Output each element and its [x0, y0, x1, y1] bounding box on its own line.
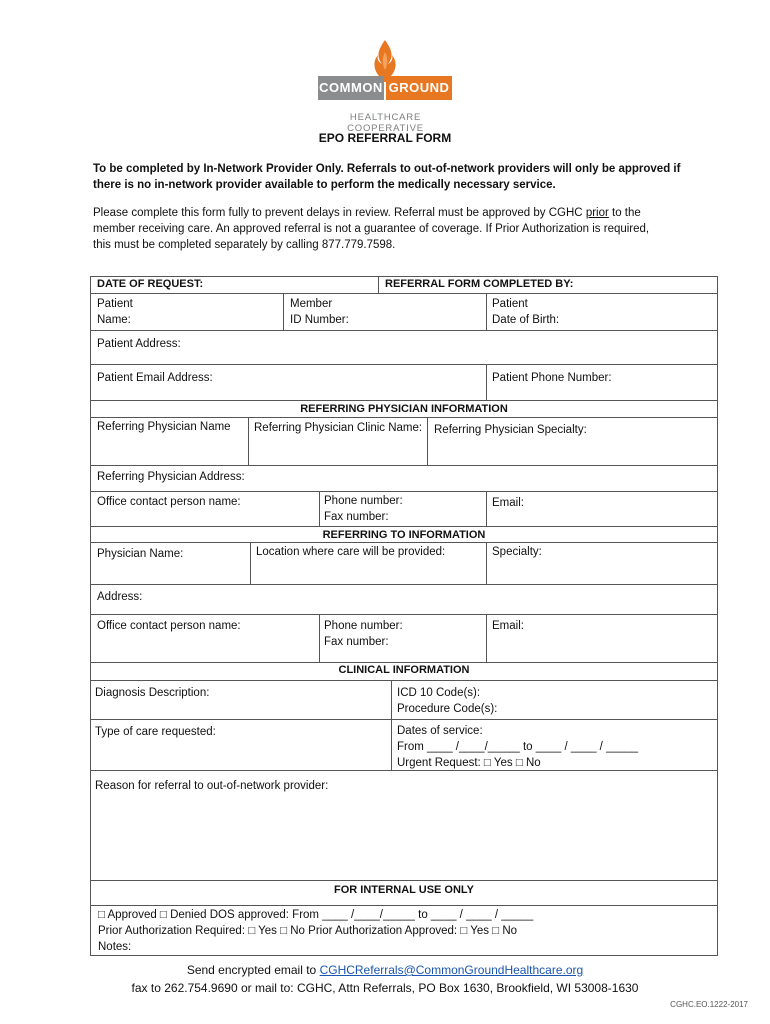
referring-physician-clinic-field[interactable]: Referring Physician Clinic Name: — [254, 422, 423, 434]
referring-physician-header: REFERRING PHYSICIAN INFORMATION — [300, 403, 508, 415]
member-id-field[interactable] — [290, 296, 349, 328]
clinical-information-header: CLINICAL INFORMATION — [338, 664, 470, 676]
label: Patient — [97, 298, 133, 310]
notes-field[interactable]: Notes: — [98, 941, 132, 953]
label: From ____ /____/_____ to ____ / ____ / _____ — [397, 741, 639, 753]
type-of-care-field[interactable]: Type of care requested: — [95, 726, 216, 738]
common-ground-logo — [318, 40, 453, 134]
reason-for-referral-field[interactable]: Reason for referral to out-of-network provider: — [95, 780, 329, 792]
label: Phone number: — [324, 495, 403, 507]
intro-underlined-prior: prior — [585, 207, 609, 219]
urgent-request-checkboxes[interactable]: Urgent Request: □ Yes □ No — [397, 757, 541, 769]
patient-email-field[interactable]: Patient Email Address: — [97, 372, 213, 384]
logo-subtitle: HEALTHCARE COOPERATIVE — [347, 112, 424, 134]
physician-name-field[interactable]: Physician Name: — [97, 548, 184, 560]
label: Dates of service: — [397, 725, 483, 737]
referring-to-header: REFERRING TO INFORMATION — [322, 529, 486, 541]
label: Fax number: — [324, 511, 389, 523]
office-contact-field[interactable]: Office contact person name: — [97, 496, 241, 508]
phone-fax-field[interactable] — [324, 618, 403, 650]
patient-phone-field[interactable]: Patient Phone Number: — [492, 372, 612, 384]
email-field[interactable]: Email: — [492, 620, 524, 632]
label: Phone number: — [324, 620, 403, 632]
form-code: CGHC.EO.1222-2017 — [670, 1000, 748, 1009]
intro-paragraph-line-1 — [93, 205, 693, 221]
label: ID Number: — [290, 314, 349, 326]
referral-email-link[interactable]: CGHCReferrals@CommonGroundHealthcare.org — [319, 963, 584, 977]
logo-word-ground: GROUND — [386, 76, 452, 100]
page-title: EPO REFERRAL FORM — [318, 131, 452, 145]
care-location-field[interactable]: Location where care will be provided: — [256, 546, 446, 558]
label: Fax number: — [324, 636, 389, 648]
office-contact-field[interactable]: Office contact person name: — [97, 620, 241, 632]
label: ICD 10 Code(s): — [397, 687, 481, 699]
footer-mail-line: fax to 262.754.9690 or mail to: CGHC, Attn Referrals, PO Box 1630, Brookfield, WI 53008-1630 — [131, 981, 639, 995]
prior-authorization-line[interactable]: Prior Authorization Required: □ Yes □ No Prior Authorization Approved: □ Yes □ No — [98, 925, 518, 937]
label: Name: — [97, 314, 131, 326]
dates-of-service-field[interactable] — [397, 723, 638, 771]
completed-by-label: REFERRAL FORM COMPLETED BY: — [385, 278, 574, 290]
internal-use-header: FOR INTERNAL USE ONLY — [334, 884, 474, 896]
phone-fax-field[interactable] — [324, 493, 403, 525]
email-field[interactable]: Email: — [492, 497, 524, 509]
label: Date of Birth: — [492, 314, 560, 326]
referring-physician-name-field[interactable]: Referring Physician Name — [97, 421, 231, 433]
intro-text: Please complete this form fully to prevent delays in review. Referral must be approved by CGHC — [93, 207, 586, 219]
footer-text: Send encrypted email to — [186, 963, 320, 977]
intro-paragraph-line-2: member receiving care. An approved referral is not a guarantee of coverage. If Prior Authorization is required, — [93, 223, 650, 235]
patient-dob-field[interactable] — [492, 296, 559, 328]
footer-email-line — [0, 963, 770, 977]
label: Procedure Code(s): — [397, 703, 498, 715]
specialty-field[interactable]: Specialty: — [492, 546, 542, 558]
label: Patient — [492, 298, 528, 310]
logo-word-common: COMMON — [318, 76, 384, 100]
referring-physician-address-field[interactable]: Referring Physician Address: — [97, 471, 245, 483]
patient-address-field[interactable]: Patient Address: — [97, 338, 181, 350]
internal-approval-line[interactable]: □ Approved □ Denied DOS approved: From ____ /____/_____ to ____ / ____ / _____ — [98, 909, 534, 921]
referring-physician-specialty-field[interactable]: Referring Physician Specialty: — [434, 424, 587, 436]
diagnosis-description-field[interactable]: Diagnosis Description: — [95, 687, 210, 699]
intro-bold-line-2: there is no in-network provider available to perform the medically necessary service. — [93, 179, 556, 191]
date-of-request-label: DATE OF REQUEST: — [97, 278, 204, 290]
patient-name-field[interactable] — [97, 296, 133, 328]
intro-bold-line-1: To be completed by In-Network Provider Only. Referrals to out-of-network providers will only be approved if — [93, 163, 681, 175]
label: Member — [290, 298, 333, 310]
codes-field[interactable] — [397, 685, 497, 717]
address-field[interactable]: Address: — [97, 591, 143, 603]
intro-paragraph-line-3: this must be completed separately by calling 877.779.7598. — [93, 239, 396, 251]
referral-form-table — [90, 276, 718, 956]
intro-text: to the — [608, 207, 641, 219]
